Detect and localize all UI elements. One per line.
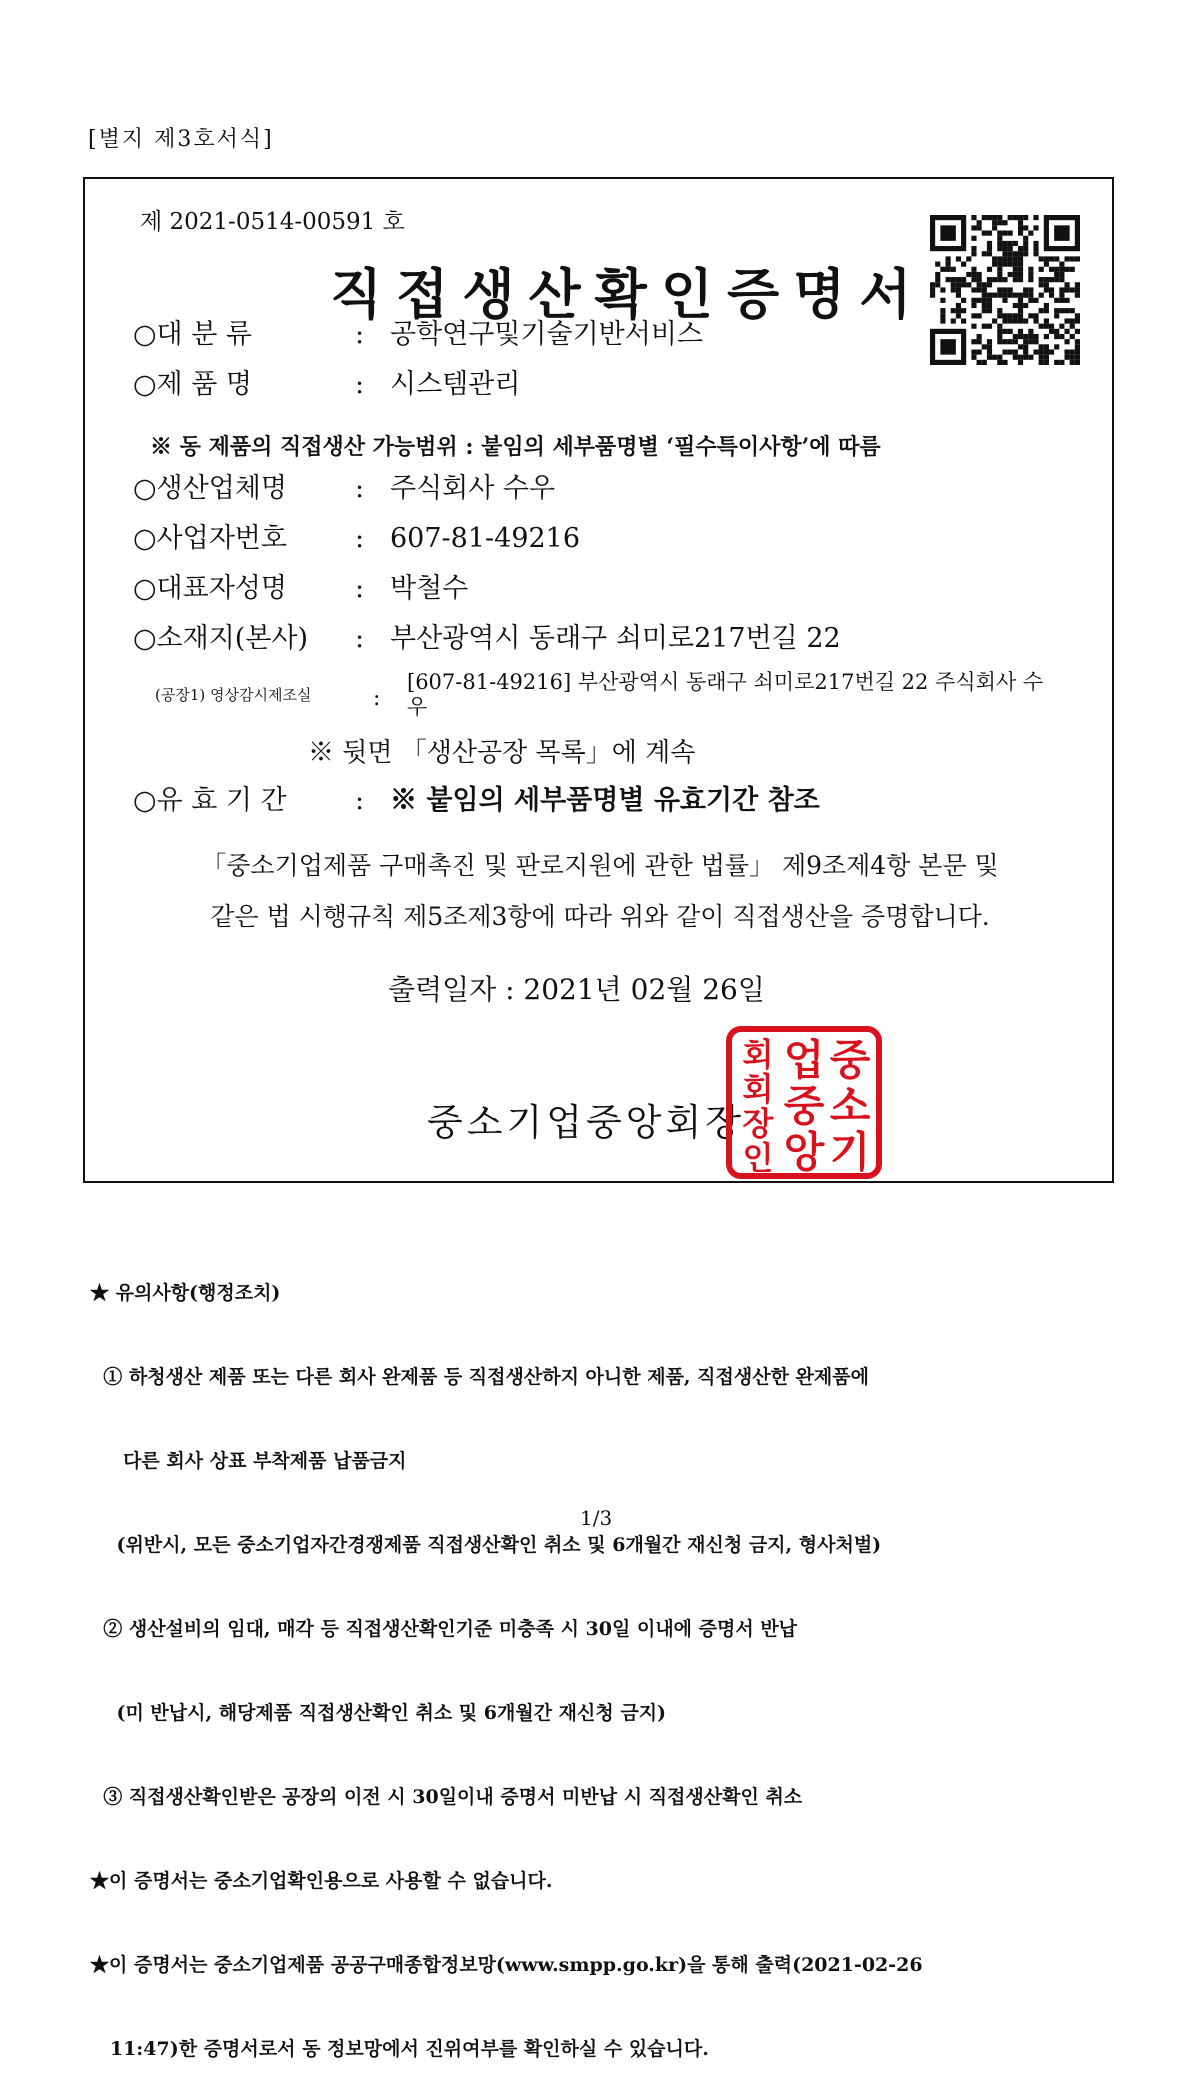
field-ceo-value: 박철수 — [390, 573, 469, 604]
colon: : — [355, 785, 365, 816]
factory-value: [607-81-49216] 부산광역시 동래구 쇠미로217번길 22 주식회사 수우 — [407, 670, 1044, 719]
colon: : — [355, 523, 365, 554]
svg-text:중: 중 — [783, 1081, 825, 1131]
svg-text:인: 인 — [742, 1138, 774, 1177]
document-title: 직접생산확인증명서 — [330, 262, 926, 326]
field-ceo-label: ○대표자성명 — [133, 573, 287, 604]
field-product — [133, 362, 520, 401]
back-page-note: ※ 뒷면 「생산공장 목록」에 계속 — [308, 738, 696, 768]
scope-note: ※ 동 제품의 직접생산 가능범위 : 붙임의 세부품명별 ‘필수특이사항’에 따름 — [150, 434, 881, 460]
field-producer-label: ○생산업체명 — [133, 473, 287, 504]
certificate-number: 제 2021-0514-00591 호 — [140, 209, 405, 235]
factory-label: (공장1) 영상감시제조실 — [155, 686, 312, 704]
issuer-name: 중소기업중앙회장 — [427, 1101, 745, 1144]
notice-line: ★ 유의사항(행정조치) — [90, 1282, 281, 1304]
field-biz-no-label: ○사업자번호 — [133, 523, 287, 554]
svg-text:소: 소 — [829, 1081, 871, 1131]
field-validity — [133, 778, 820, 817]
svg-text:장: 장 — [742, 1104, 774, 1143]
notice-line: (위반시, 모든 중소기업자간경쟁제품 직접생산확인 취소 및 6개월간 재신청 금지, 형사처벌) — [90, 1534, 882, 1556]
page-number: 1/3 — [580, 1506, 613, 1530]
notice-line: ★이 증명서는 중소기업확인용으로 사용할 수 없습니다. — [90, 1870, 553, 1892]
svg-text:업: 업 — [783, 1035, 825, 1085]
notice-line: 다른 회사 상표 부착제품 납품금지 — [90, 1450, 407, 1472]
field-category-value: 공학연구및기술기반서비스 — [390, 319, 703, 350]
field-address-label: ○소재지(본사) — [133, 623, 309, 654]
field-validity-value: ※ 붙임의 세부품명별 유효기간 참조 — [390, 785, 820, 816]
field-product-value: 시스템관리 — [390, 369, 521, 400]
field-category — [133, 312, 703, 351]
certification-statement — [100, 840, 1100, 942]
notice-line: (미 반납시, 해당제품 직접생산확인 취소 및 6개월간 재신청 금지) — [90, 1702, 667, 1724]
colon: : — [355, 319, 365, 350]
field-biz-no — [133, 516, 580, 555]
qr-code-icon — [930, 215, 1080, 365]
form-label: [별지 제3호서식] — [88, 127, 274, 152]
print-date: 출력일자 : 2021년 02월 26일 — [388, 973, 765, 1006]
statement-line: 「중소기업제품 구매촉진 및 판로지원에 관한 법률」 제9조제4항 본문 및 — [201, 851, 999, 880]
field-address-value: 부산광역시 동래구 쇠미로217번길 22 — [390, 623, 841, 654]
field-ceo — [133, 566, 468, 605]
notice-line: ★이 증명서는 중소기업제품 공공구매종합정보망(www.smpp.go.kr)을 통해 출력(2021-02-26 — [90, 1954, 923, 1976]
official-seal-icon — [725, 1025, 883, 1180]
notice-line: ② 생산설비의 임대, 매각 등 직접생산확인기준 미충족 시 30일 이내에 증명서 반납 — [90, 1618, 798, 1640]
field-product-label: ○제 품 명 — [133, 369, 252, 400]
field-validity-label: ○유 효 기 간 — [133, 785, 287, 816]
field-producer — [133, 466, 555, 505]
statement-line: 같은 법 시행규칙 제5조제3항에 따라 위와 같이 직접생산을 증명합니다. — [210, 902, 990, 931]
field-biz-no-value: 607-81-49216 — [390, 523, 581, 554]
colon: : — [355, 473, 365, 504]
field-category-label: ○대 분 류 — [133, 319, 252, 350]
colon: : — [355, 573, 365, 604]
svg-text:기: 기 — [829, 1127, 871, 1177]
notice-line: ③ 직접생산확인받은 공장의 이전 시 30일이내 증명서 미반납 시 직접생산확인 취소 — [90, 1786, 803, 1808]
notice-line: 11:47)한 증명서로서 동 정보망에서 진위여부를 확인하실 수 있습니다. — [90, 2038, 709, 2060]
svg-text:회: 회 — [742, 1069, 774, 1108]
field-producer-value: 주식회사 수우 — [390, 473, 556, 504]
colon: : — [355, 623, 365, 654]
colon: : — [355, 369, 365, 400]
svg-text:중: 중 — [829, 1035, 871, 1085]
notice-line: ① 하청생산 제품 또는 다른 회사 완제품 등 직접생산하지 아니한 제품, 직접생산한 완제품에 — [90, 1366, 869, 1388]
notices — [90, 1223, 923, 2091]
field-address — [133, 616, 841, 655]
colon: : — [373, 686, 381, 711]
svg-text:회: 회 — [742, 1035, 774, 1074]
svg-text:앙: 앙 — [783, 1127, 825, 1177]
